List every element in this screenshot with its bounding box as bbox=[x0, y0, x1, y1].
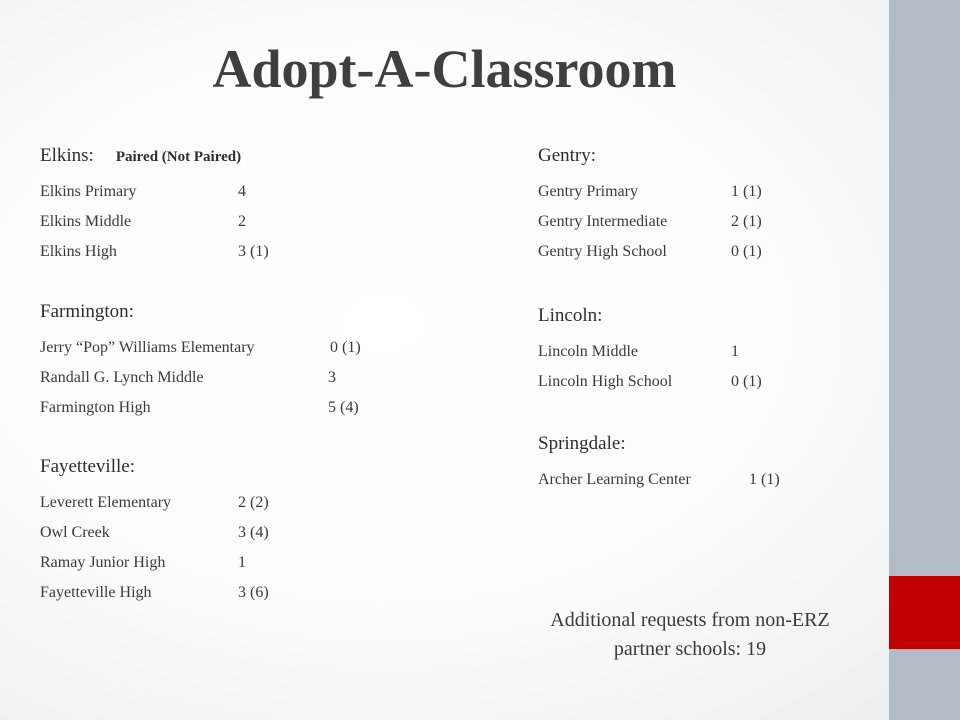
school-row bbox=[40, 548, 269, 578]
school-name: Elkins High bbox=[40, 243, 117, 260]
school-count: 3 (6) bbox=[238, 584, 269, 601]
school-row bbox=[40, 177, 269, 207]
note-line-2: partner schools: 19 bbox=[613, 638, 767, 660]
district-gentry bbox=[538, 145, 762, 267]
school-name: Lincoln High School bbox=[538, 373, 673, 390]
school-count: 1 bbox=[238, 554, 246, 571]
school-count: 0 (1) bbox=[731, 243, 762, 260]
school-row bbox=[40, 488, 269, 518]
school-row bbox=[40, 237, 269, 267]
school-name: Gentry High School bbox=[538, 243, 667, 260]
school-name: Randall G. Lynch Middle bbox=[40, 369, 204, 386]
district-heading bbox=[40, 145, 269, 177]
school-row bbox=[40, 207, 269, 237]
district-springdale bbox=[538, 433, 780, 495]
district-name: Farmington: bbox=[40, 301, 134, 322]
district-heading bbox=[538, 433, 780, 465]
school-row bbox=[538, 337, 762, 367]
school-count: 2 bbox=[238, 213, 246, 230]
school-name: Owl Creek bbox=[40, 524, 110, 541]
school-count: 2 (2) bbox=[238, 494, 269, 511]
district-name: Lincoln: bbox=[538, 305, 603, 326]
district-heading bbox=[538, 145, 762, 177]
district-fayetteville bbox=[40, 456, 269, 608]
district-heading bbox=[40, 456, 269, 488]
school-count: 3 (1) bbox=[238, 243, 269, 260]
school-row bbox=[40, 333, 361, 363]
school-name: Farmington High bbox=[40, 399, 151, 416]
district-heading bbox=[538, 305, 762, 337]
school-row bbox=[538, 367, 762, 397]
school-name: Ramay Junior High bbox=[40, 554, 166, 571]
district-name: Gentry: bbox=[538, 145, 597, 166]
school-name: Elkins Primary bbox=[40, 183, 137, 200]
note-line-1: Additional requests from non-ERZ bbox=[550, 609, 830, 631]
school-name: Gentry Intermediate bbox=[538, 213, 668, 230]
school-row bbox=[40, 578, 269, 608]
school-row bbox=[538, 237, 762, 267]
school-count: 1 bbox=[731, 343, 739, 360]
school-name: Gentry Primary bbox=[538, 183, 638, 200]
school-count: 1 (1) bbox=[749, 471, 780, 488]
accent-block bbox=[889, 576, 960, 649]
district-heading bbox=[40, 301, 361, 333]
school-row bbox=[538, 465, 780, 495]
school-count: 5 (4) bbox=[328, 399, 359, 416]
school-count: 3 (4) bbox=[238, 524, 269, 541]
school-name: Lincoln Middle bbox=[538, 343, 638, 360]
school-count: 3 bbox=[328, 369, 336, 386]
school-count: 1 (1) bbox=[731, 183, 762, 200]
school-row bbox=[40, 393, 361, 423]
additional-requests-note bbox=[505, 606, 875, 664]
district-farmington bbox=[40, 301, 361, 423]
school-row bbox=[538, 177, 762, 207]
school-count: 2 (1) bbox=[731, 213, 762, 230]
school-name: Jerry “Pop” Williams Elementary bbox=[40, 339, 255, 356]
district-lincoln bbox=[538, 305, 762, 397]
school-name: Elkins Middle bbox=[40, 213, 132, 230]
school-row bbox=[40, 363, 361, 393]
school-row bbox=[40, 518, 269, 548]
district-name: Fayetteville: bbox=[40, 456, 135, 477]
school-count: 0 (1) bbox=[330, 339, 361, 356]
district-name: Elkins: bbox=[40, 145, 94, 166]
district-elkins bbox=[40, 145, 269, 267]
paired-legend: Paired (Not Paired) bbox=[115, 149, 242, 165]
school-name: Archer Learning Center bbox=[538, 471, 691, 488]
slide-title: Adopt-A-Classroom bbox=[212, 39, 677, 99]
school-count: 0 (1) bbox=[731, 373, 762, 390]
school-count: 4 bbox=[238, 183, 246, 200]
district-name: Springdale: bbox=[538, 433, 626, 454]
school-name: Leverett Elementary bbox=[40, 494, 172, 511]
school-name: Fayetteville High bbox=[40, 584, 152, 601]
school-row bbox=[538, 207, 762, 237]
